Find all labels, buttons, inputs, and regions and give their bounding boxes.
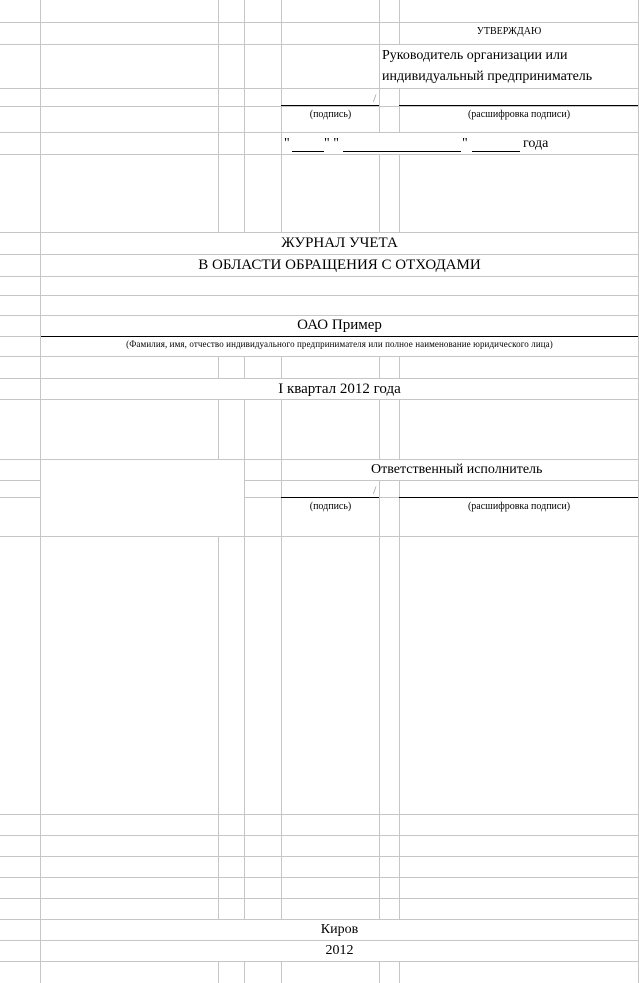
organization-underline: [41, 336, 638, 337]
merged-cell-executor-left: [41, 460, 244, 536]
date-day-underline: [292, 151, 324, 152]
approval-signature-underline: [281, 105, 379, 106]
approval-role-line1: Руководитель организации или: [382, 48, 568, 63]
organization-caption: (Фамилия, имя, отчество индивидуального предпринимателя или полное наименование юридического лица): [126, 339, 553, 349]
approval-heading: УТВЕРЖДАЮ: [476, 26, 542, 37]
executor-signature-label: (подпись): [309, 501, 352, 512]
grid-row-line: [0, 88, 639, 89]
executor-decoding-label: (расшифровка подписи): [467, 501, 571, 512]
date-quote-open: ": [284, 136, 290, 151]
approval-decoding-underline: [399, 105, 638, 106]
grid-row-line: [0, 536, 639, 537]
executor-heading: Ответственный исполнитель: [371, 462, 543, 477]
date-quote-mid: " ": [324, 136, 339, 151]
executor-slash: /: [373, 483, 377, 497]
merged-cell-blank: [41, 277, 638, 295]
grid-row-line: [0, 877, 639, 878]
approval-role-line2: индивидуальный предприниматель: [382, 69, 593, 84]
period-text: I квартал 2012 года: [278, 381, 401, 397]
organization-name: ОАО Пример: [297, 317, 382, 333]
grid-row-line: [0, 356, 639, 357]
footer-city: Киров: [320, 922, 359, 937]
date-month-underline: [343, 151, 461, 152]
grid-row-line: [0, 898, 639, 899]
date-year-underline: [472, 151, 520, 152]
grid-row-line: [0, 835, 639, 836]
grid-row-line: [0, 961, 639, 962]
date-quote-close: ": [462, 136, 468, 151]
grid-row-line: [0, 106, 639, 107]
approval-slash: /: [373, 91, 377, 105]
grid-row-line: [0, 399, 639, 400]
grid-row-line: [0, 154, 639, 155]
merged-cell-blank: [41, 296, 638, 315]
grid-row-line: [0, 856, 639, 857]
date-year-word: года: [523, 136, 549, 151]
grid-row-line: [0, 814, 639, 815]
journal-title-line1: ЖУРНАЛ УЧЕТА: [281, 235, 398, 251]
approval-signature-label: (подпись): [309, 109, 352, 120]
approval-decoding-label: (расшифровка подписи): [467, 109, 571, 120]
journal-title-line2: В ОБЛАСТИ ОБРАЩЕНИЯ С ОТХОДАМИ: [198, 257, 481, 273]
executor-signature-underline: [281, 497, 379, 498]
executor-decoding-underline: [399, 497, 638, 498]
footer-year: 2012: [325, 943, 354, 958]
